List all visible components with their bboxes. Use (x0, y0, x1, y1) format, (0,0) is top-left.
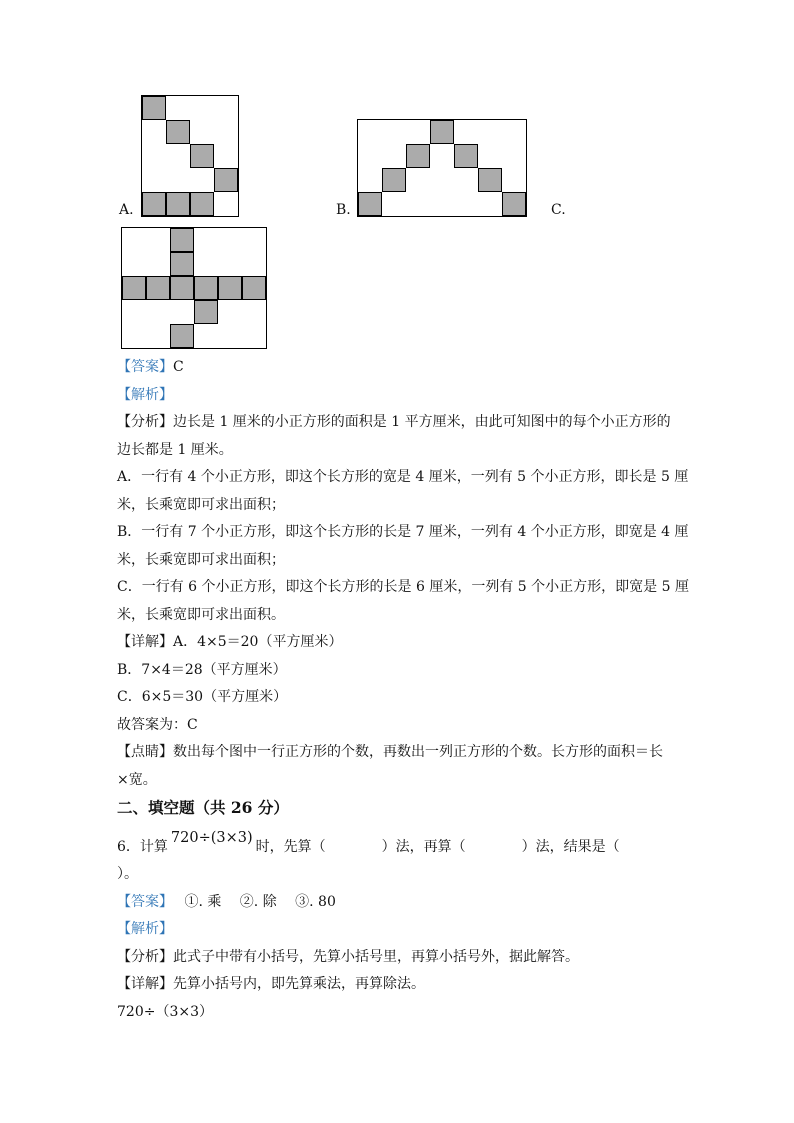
text-segment: 【分析】此式子中带有小括号，先算小括号里，再算小括号外，据此解答。 (117, 948, 579, 965)
shaded-unit-square (190, 192, 214, 216)
shaded-unit-square (170, 276, 194, 300)
shaded-unit-square (358, 192, 382, 216)
q5-detail-line-b (117, 657, 717, 685)
q5-answer-line (117, 354, 717, 382)
q5-option-c-line-2 (117, 602, 717, 630)
option-label: B. (336, 202, 351, 218)
shaded-unit-square (166, 120, 190, 144)
shaded-unit-square (454, 144, 478, 168)
bracket-label: 【答案】 (117, 359, 173, 375)
section-2-heading (117, 794, 717, 824)
option-label: A. (119, 202, 134, 218)
q6-question-line-1 (117, 824, 717, 862)
shaded-unit-square (214, 168, 238, 192)
option-label: C. (551, 202, 566, 218)
text-segment: 【分析】边长是 1 厘米的小正方形的面积是 1 平方厘米，由此可知图中的每个小正方形的 (117, 414, 671, 430)
shaded-unit-square (170, 252, 194, 276)
inline-formula: 720÷(3×3) (170, 829, 253, 846)
q5-tip-line-1 (117, 739, 717, 767)
text-segment: 米，长乘宽即可求出面积； (117, 496, 285, 513)
q6-question-line-2 (117, 861, 717, 889)
shaded-unit-square (406, 144, 430, 168)
bracket-label: 【解析】 (117, 921, 173, 937)
q6-detail-line (117, 971, 717, 999)
shaded-unit-square (170, 324, 194, 348)
q5-option-a-line-1 (117, 464, 717, 492)
shaded-unit-square (194, 300, 218, 324)
text-segment: 米，长乘宽即可求出面积； (117, 551, 285, 568)
bracket-label: 【解析】 (117, 386, 173, 403)
shaded-unit-square (218, 276, 242, 300)
q6-analysis-line (117, 944, 717, 972)
text-segment: 720÷（3×3） (117, 1003, 213, 1020)
bracket-label: 【答案】 (117, 893, 166, 910)
shaded-unit-square (146, 276, 170, 300)
text-segment: C (173, 359, 184, 375)
q6-analysis-header (117, 916, 717, 944)
text-segment: 时，先算（ ）法，再算（ ）法，结果是（ (255, 838, 620, 855)
q5-detail-line-a (117, 629, 717, 657)
q5-analysis-line-1 (117, 409, 717, 437)
shaded-unit-square (190, 144, 214, 168)
text-segment: C．6×5＝30（平方厘米） (117, 689, 288, 705)
text-segment: 米，长乘宽即可求出面积。 (117, 606, 285, 623)
q5-tip-line-2 (117, 767, 717, 795)
text-segment: ×宽。 (117, 771, 157, 788)
text-segment: 【详解】先算小括号内，即先算乘法，再算除法。 (117, 976, 425, 992)
solution-text-block (117, 354, 717, 1026)
shaded-unit-square (166, 192, 190, 216)
q5-analysis-line-2 (117, 437, 717, 465)
text-segment: 故答案为：C (117, 716, 198, 733)
q5-option-b-line-1 (117, 519, 717, 547)
text-segment: B．一行有 7 个小正方形，即这个长方形的长是 7 厘米，一列有 4 个小正方形，即宽是 4 厘 (117, 524, 689, 540)
q6-answer-line (117, 889, 717, 917)
text-segment: 6．计算 (117, 838, 168, 855)
q6-expression-line (117, 999, 717, 1027)
shaded-unit-square (142, 192, 166, 216)
q5-option-a-line-2 (117, 492, 717, 520)
text-segment: 边长都是 1 厘米。 (117, 441, 233, 458)
text-segment: ）。 (117, 866, 138, 882)
text-segment: 二、填空题（共 26 分） (117, 798, 289, 817)
option-c-grid (121, 227, 267, 349)
text-segment: C．一行有 6 个小正方形，即这个长方形的长是 6 厘米，一列有 5 个小正方形，即宽是 5 厘 (117, 579, 689, 595)
shaded-unit-square (142, 96, 166, 120)
q5-detail-line-c (117, 684, 717, 712)
q5-option-c-line-1 (117, 574, 717, 602)
text-segment: A．一行有 4 个小正方形，即这个长方形的宽是 4 厘米，一列有 5 个小正方形，即长是 5 厘 (117, 469, 689, 485)
text-segment: 【详解】A．4×5＝20（平方厘米） (117, 634, 343, 650)
shaded-unit-square (242, 276, 266, 300)
shaded-unit-square (170, 228, 194, 252)
shaded-unit-square (194, 276, 218, 300)
text-segment: 【点睛】数出每个图中一行正方形的个数，再数出一列正方形的个数。长方形的面积＝长 (117, 744, 663, 760)
shaded-unit-square (122, 276, 146, 300)
shaded-unit-square (478, 168, 502, 192)
text-segment: ①. 乘 ②. 除 ③. 80 (166, 893, 336, 910)
option-a-grid (141, 95, 239, 217)
text-segment: B．7×4＝28（平方厘米） (117, 661, 287, 678)
shaded-unit-square (430, 120, 454, 144)
q5-option-b-line-2 (117, 547, 717, 575)
shaded-unit-square (382, 168, 406, 192)
q5-analysis-header (117, 382, 717, 410)
option-b-grid (357, 119, 527, 217)
shaded-unit-square (502, 192, 526, 216)
q5-conclusion-line (117, 712, 717, 740)
